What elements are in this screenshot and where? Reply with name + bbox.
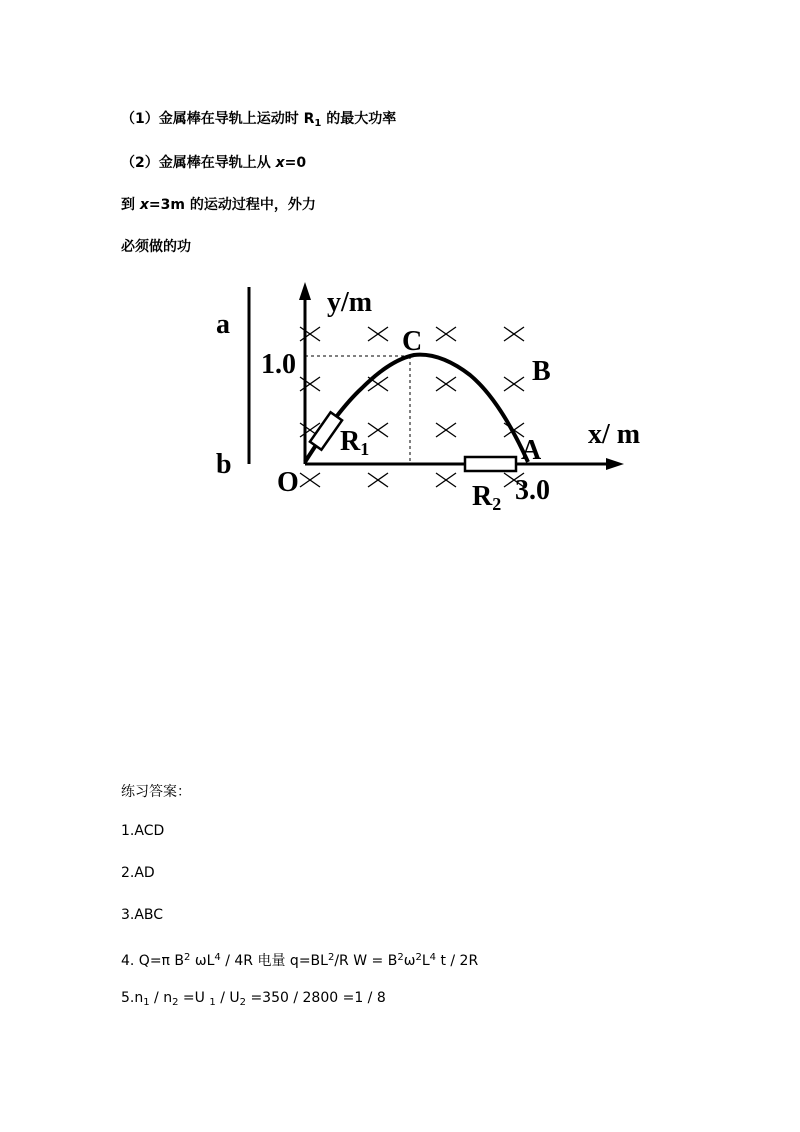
y-axis-arrow <box>299 282 311 300</box>
resistor-r2 <box>465 457 516 471</box>
question-1: （1）金属棒在导轨上运动时 $R_1$ 的最大功率 <box>121 111 397 129</box>
x-tick-label: 3.0 <box>515 475 550 506</box>
origin-label: O <box>277 467 299 498</box>
point-a-label: A <box>521 435 542 466</box>
y-axis-label: y/m <box>327 287 373 318</box>
y-tick-label: 1.0 <box>261 349 296 380</box>
curved-rail <box>305 355 528 462</box>
r2-label: R2 <box>472 481 502 514</box>
label-a: a <box>216 309 230 340</box>
question-2-continued: 到 x=3m 的运动过程中，外力 <box>121 197 316 213</box>
answer-1: 1.ACD <box>121 823 165 839</box>
label-b: b <box>216 449 232 480</box>
answer-2: 2.AD <box>121 865 155 881</box>
question-2-continued-2: 必须做的功 <box>121 239 191 255</box>
answer-4: 4. Q=π $B^2$ $\omega L^4 / 4R$ 电量 $q=BL^2/R$ $W = B^2\omega^2L^4$ t / 2R <box>121 952 479 969</box>
question-2: （2）金属棒在导轨上从 x=0 <box>121 155 307 171</box>
answers-title: 练习答案： <box>121 784 191 800</box>
point-b-label: B <box>532 356 551 387</box>
x-axis-arrow <box>606 458 624 470</box>
x-axis-label: x/ m <box>588 419 641 450</box>
rail-diagram <box>0 270 800 530</box>
point-c-label: C <box>402 326 423 357</box>
resistor-r1 <box>310 412 342 450</box>
r1-label: R1 <box>340 426 370 459</box>
answer-5: $5.n_1 / n_2 =U$ $_1 / U_2 =350 / 2800 =1 / 8$ <box>121 990 386 1008</box>
answer-3: 3.ABC <box>121 907 164 923</box>
